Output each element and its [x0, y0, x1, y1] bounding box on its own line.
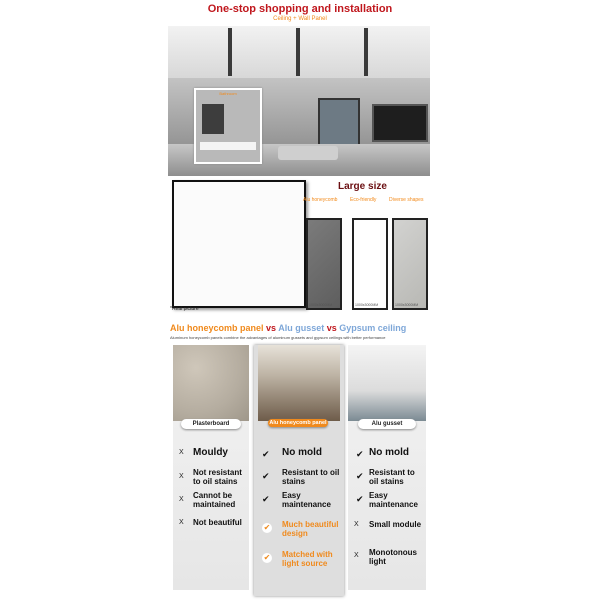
row-text: Mouldy [193, 447, 228, 458]
page-subtitle: Ceiling + Wall Panel [273, 16, 327, 22]
row-text: Cannot be maintained [193, 491, 236, 509]
gusset-photo [348, 345, 426, 421]
honeycomb-label: Alu honeycomb panel [269, 420, 327, 426]
feature-diverse-shapes: Diverse shapes [389, 197, 424, 203]
panel-sample-dark [306, 218, 342, 310]
check-icon: ✔ [263, 523, 271, 532]
cross-icon: X [179, 519, 184, 526]
row-text: Not resistant to oil stains [193, 468, 242, 486]
check-icon: ✔ [263, 553, 271, 562]
check-icon: ✔ [356, 449, 364, 459]
row-text: Much beautiful design [282, 520, 339, 538]
row-text: Matched with light source [282, 550, 333, 568]
honeycomb-column [254, 345, 344, 596]
gusset-column [348, 345, 426, 590]
real-picture-note: *Real picture [170, 306, 199, 312]
window [318, 98, 360, 146]
dimension-label: 1000x3000MM [309, 303, 333, 307]
dimension-label: 1000x3000MM [355, 303, 379, 307]
mirror [202, 104, 224, 134]
cross-icon: X [179, 496, 184, 503]
bathroom-label: Bathroom [219, 91, 237, 96]
honeycomb-photo [258, 345, 340, 421]
cross-icon: X [179, 473, 184, 480]
heading-gypsum: Gypsum ceiling [339, 323, 407, 333]
tv [372, 104, 428, 142]
row-text: Small module [369, 520, 422, 529]
row-text: Not beautiful [193, 518, 242, 527]
row-text: Easy maintenance [369, 491, 418, 509]
heading-gusset: Alu gusset [278, 323, 325, 333]
cross-icon: X [354, 552, 359, 559]
comparison-description: Aluminum honeycomb panels combine the advantages of aluminum gussets and gypsum ceilings with better performance [170, 335, 386, 340]
page-title: One-stop shopping and installation [207, 3, 393, 15]
row-text: No mold [369, 447, 409, 458]
panel-closeup [172, 180, 306, 308]
cross-icon: X [354, 521, 359, 528]
row-text: Monotonous light [369, 548, 417, 566]
sink [200, 142, 256, 150]
ceiling-stripe [364, 28, 368, 76]
heading-vs: vs [324, 323, 340, 333]
sofa [278, 146, 338, 160]
check-icon: ✔ [262, 471, 270, 481]
row-text: Easy maintenance [282, 491, 331, 509]
row-text: Resistant to oil stains [282, 468, 340, 486]
large-size-heading: Large size [338, 181, 387, 192]
feature-alu-honeycomb: Alu honeycomb [303, 197, 338, 203]
plasterboard-photo [173, 345, 249, 421]
check-icon: ✔ [262, 494, 270, 504]
feature-eco-friendly: Eco-friendly [350, 197, 377, 203]
gusset-label: Alu gusset [358, 419, 416, 429]
check-icon: ✔ [356, 494, 364, 504]
plasterboard-label: Plasterboard [181, 419, 241, 429]
heading-honeycomb: Alu honeycomb panel [170, 323, 264, 333]
cross-icon: X [179, 449, 184, 456]
plasterboard-column [173, 345, 249, 590]
ceiling-stripe [228, 28, 232, 76]
heading-vs: vs [263, 323, 279, 333]
bathroom-inset [194, 88, 262, 164]
check-icon: ✔ [262, 449, 270, 459]
panel-sample-marble [392, 218, 428, 310]
dimension-label: 1000x3000MM [395, 303, 419, 307]
ceiling-stripe [296, 28, 300, 76]
row-text: No mold [282, 447, 322, 458]
row-text: Resistant to oil stains [369, 468, 415, 486]
check-icon: ✔ [356, 471, 364, 481]
comparison-heading [170, 323, 406, 333]
panel-sample-white [352, 218, 388, 310]
